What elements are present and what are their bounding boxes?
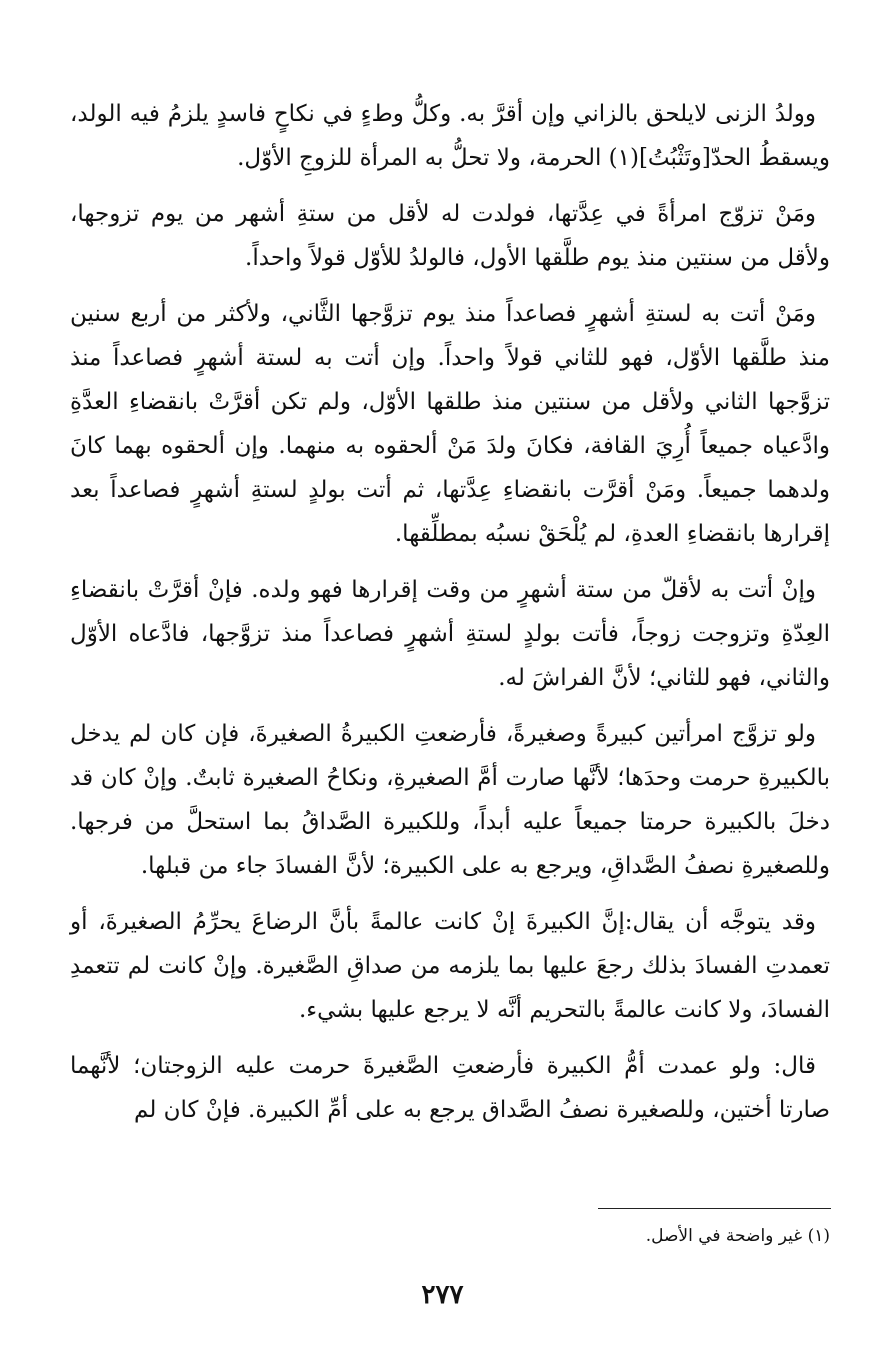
- paragraph: وقد يتوجَّه أن يقال:إنَّ الكبيرةَ إنْ كانت عالمةً بأنَّ الرضاعَ يحرِّمُ الصغيرةَ، أو تعمدتِ الفسادَ بذلك رجعَ عليها بما يلزمه من صداقِ الصَّغيرة. وإنْ كانت لم تتعمدِ الفسادَ، ولا كانت عالمةً بالتحريم أنَّه لا يرجع عليها بشيء.: [70, 909, 830, 1023]
- paragraph: ولو تزوَّج امرأتين كبيرةً وصغيرةً، فأرضعتِ الكبيرةُ الصغيرةَ، فإن كان لم يدخل بالكبيرةِ حرمت وحدَها؛ لأنَّها صارت أمَّ الصغيرةِ، ونكاحُ الصغيرة ثابتٌ. وإنْ كان قد دخلَ بالكبيرة حرمتا جميعاً عليه أبداً، وللكبيرة الصَّداقُ بما استحلَّ من فرجها. وللصغيرةِ نصفُ الصَّداقِ، ويرجع به على الكبيرة؛ لأنَّ الفسادَ جاء من قبلها.: [70, 721, 830, 879]
- paragraph: ومَنْ تزوّج امرأةً في عِدَّتها، فولدت له لأقل من ستةِ أشهر من يوم تزوجها، ولأقل من سنتين منذ يوم طلَّقها الأول، فالولدُ للأوّل قولاً واحداً.: [70, 201, 830, 271]
- page-body: [70, 92, 830, 1144]
- footnote: (١) غير واضحة في الأصل.: [645, 1226, 830, 1246]
- paragraph: وإنْ أتت به لأقلّ من ستة أشهرٍ من وقت إقرارها فهو ولده. فإنْ أقرَّتْ بانقضاءِ العِدّةِ وتزوجت زوجاً، فأتت بولدٍ لستةِ أشهرٍ فصاعداً منذ تزوَّجها، فادَّعاه الأوّل والثاني، فهو للثاني؛ لأنَّ الفراشَ له.: [70, 577, 830, 691]
- paragraph: ومَنْ أتت به لستةِ أشهرٍ فصاعداً منذ يوم تزوَّجها الثَّاني، ولأكثر من أربع سنين منذ طلَّقها الأوّل، فهو للثاني قولاً واحداً. وإن أتت به لستة أشهرٍ فصاعداً منذ تزوَّجها الثاني ولأقل من سنتين منذ طلقها الأوّل، ولم تكن أقرَّتْ بانقضاءِ العدَّةِ وادَّعياه جميعاً أُرِيَ القافة، فكانَ ولدَ مَنْ ألحقوه به منهما. وإن ألحقوه بهما كانَ ولدهما جميعاً. ومَنْ أقرَّت بانقضاءِ عِدَّتها، ثم أتت بولدٍ لستةِ أشهرٍ فصاعداً بعد إقرارها بانقضاءِ العدةِ، لم يُلْحَقْ نسبُه بمطلِّقها.: [70, 301, 830, 547]
- paragraph: قال: ولو عمدت أمُّ الكبيرة فأرضعتِ الصَّغيرةَ حرمت عليه الزوجتان؛ لأنَّهما صارتا أختين، وللصغيرة نصفُ الصَّداق يرجع به على أمِّ الكبيرة. فإنْ كان لم: [70, 1053, 830, 1123]
- footnote-divider: [598, 1208, 831, 1209]
- paragraph: وولدُ الزنى لايلحق بالزاني وإن أقرَّ به. وكلُّ وطءٍ في نكاحٍ فاسدٍ يلزمُ فيه الولد، ويسقطُ الحدّ[وتَثْبُتُ](١) الحرمة، ولا تحلُّ به المرأة للزوجِ الأوّل.: [70, 101, 830, 171]
- page-number: ٢٧٧: [421, 1280, 464, 1310]
